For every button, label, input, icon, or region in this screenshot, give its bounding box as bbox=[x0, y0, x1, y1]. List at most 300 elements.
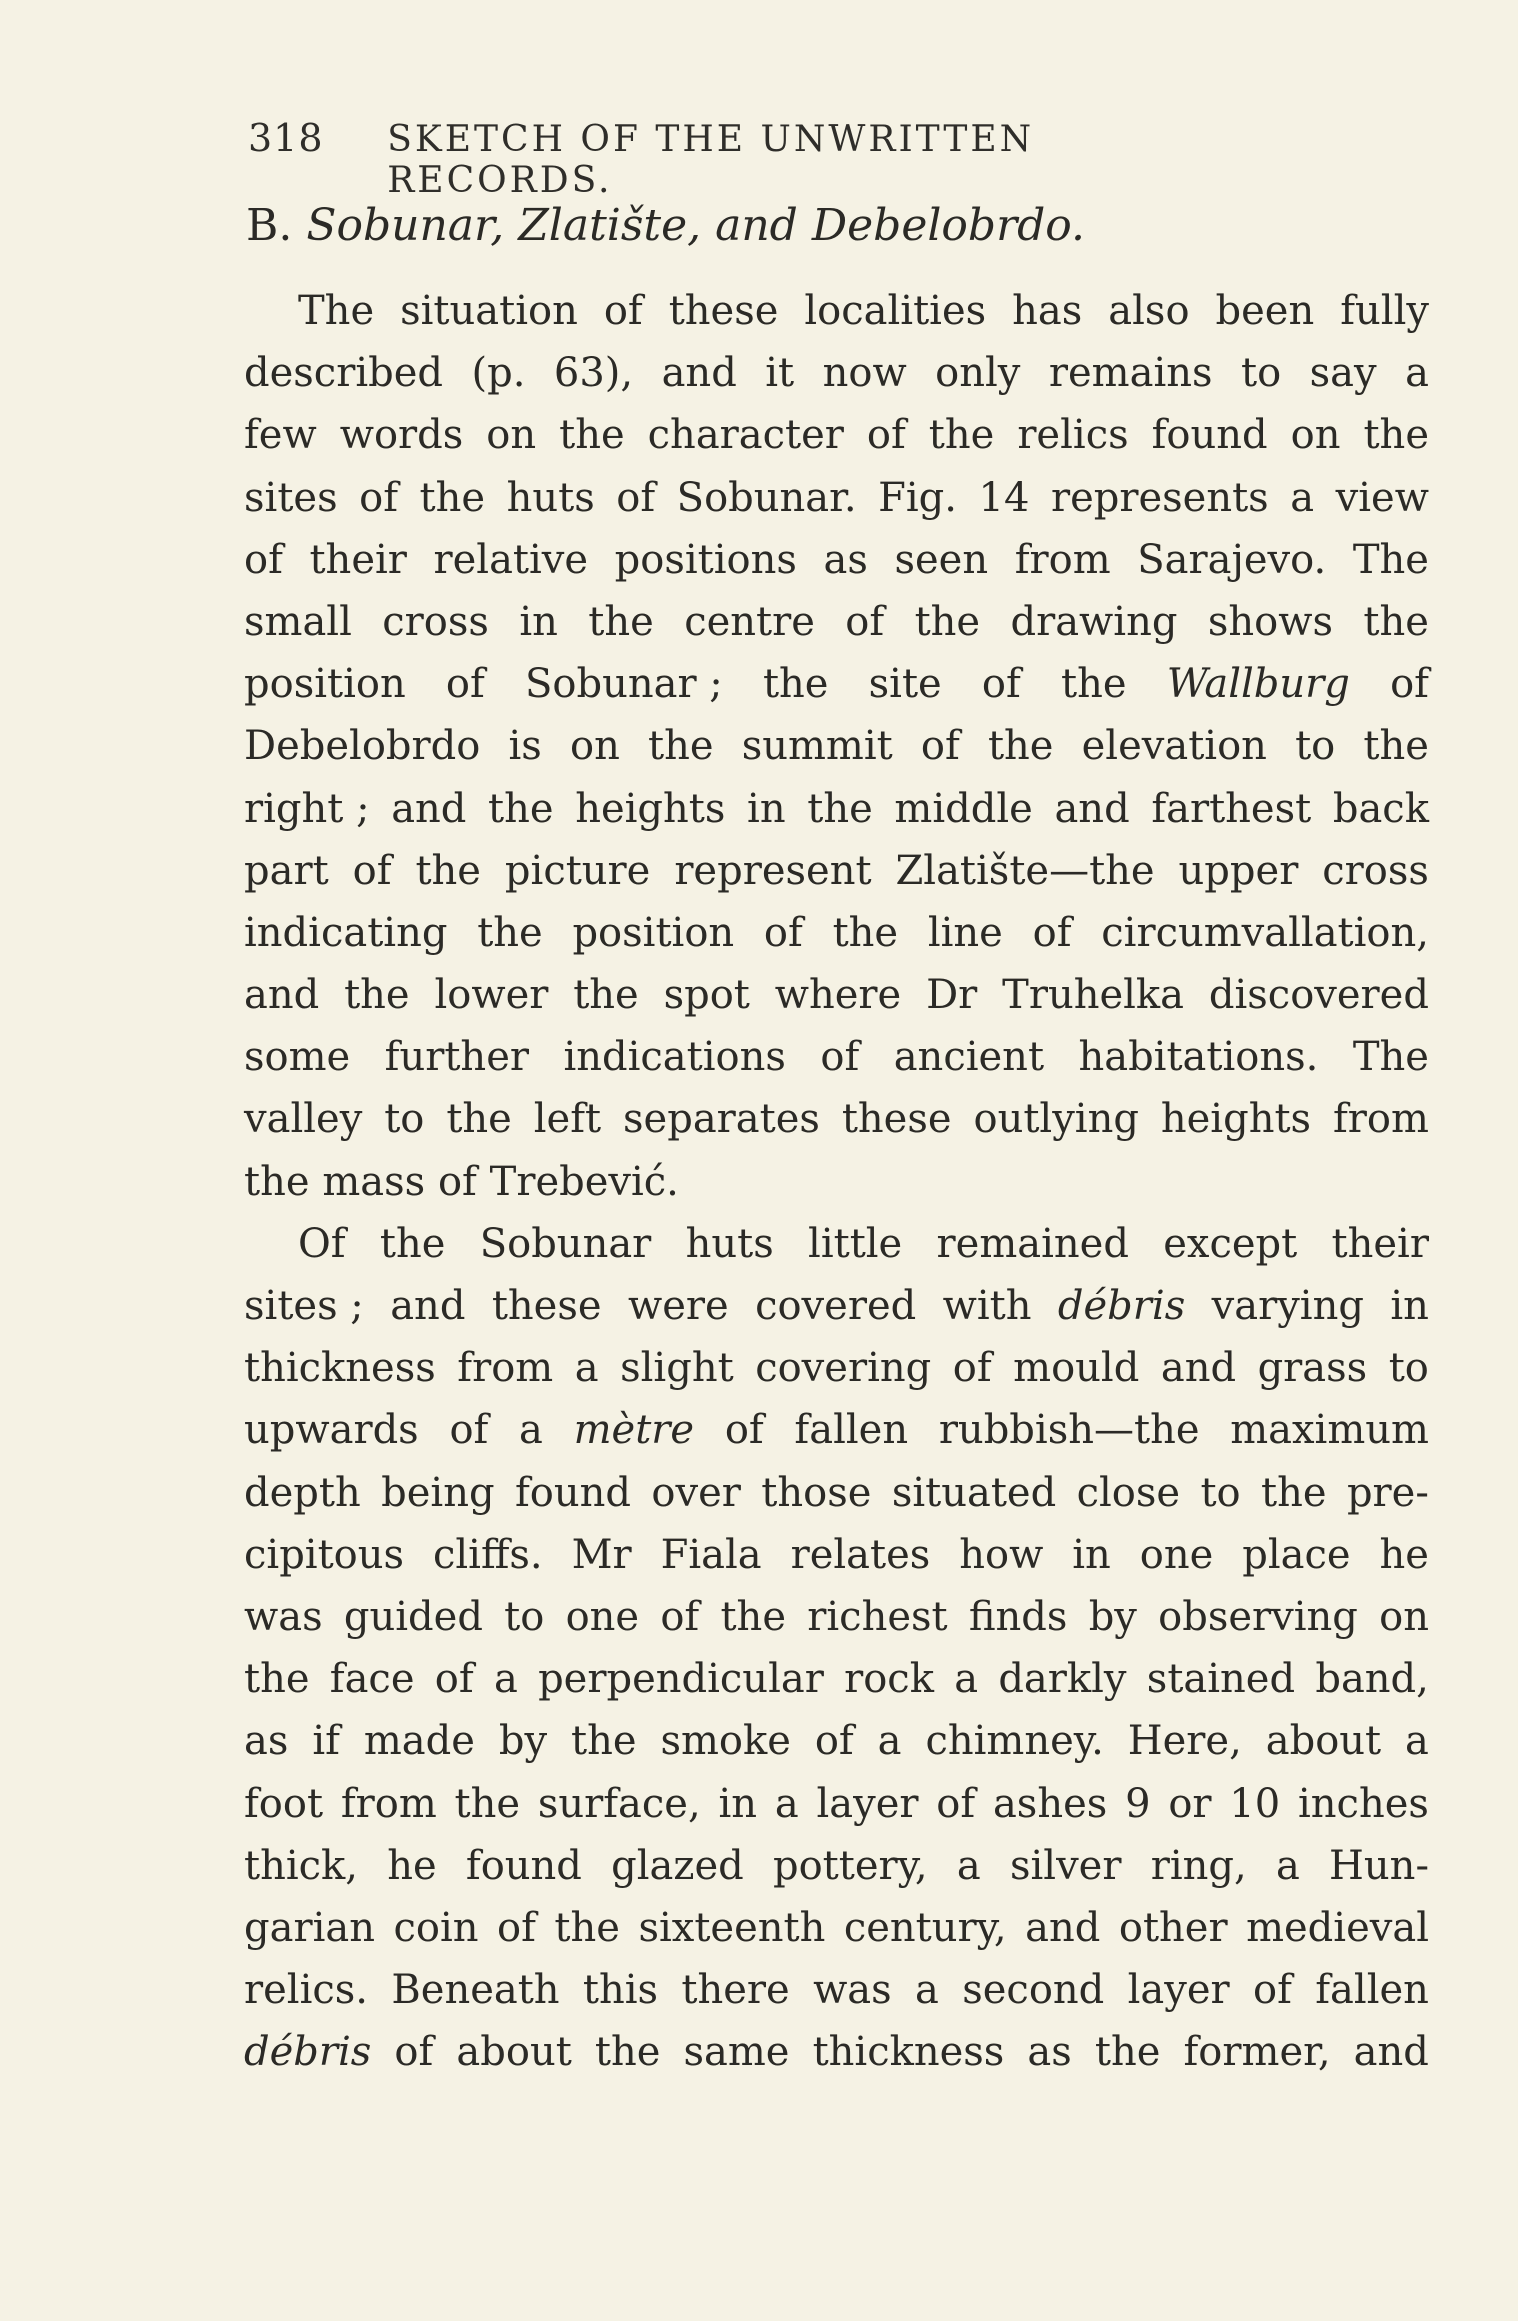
word: the bbox=[554, 1904, 620, 1951]
word: on bbox=[1379, 1593, 1429, 1640]
text-line bbox=[244, 591, 1429, 653]
word: found bbox=[465, 1842, 582, 1889]
word: been bbox=[1215, 288, 1315, 334]
word: of bbox=[981, 661, 1021, 708]
word: the bbox=[648, 723, 714, 770]
word: of bbox=[445, 661, 485, 708]
word: remains bbox=[1048, 350, 1213, 397]
word: to bbox=[1295, 723, 1336, 770]
word: these bbox=[841, 1096, 952, 1143]
word: on bbox=[486, 412, 537, 459]
word: to bbox=[1200, 1469, 1241, 1516]
word: 63), bbox=[553, 350, 634, 397]
word: Fig. bbox=[878, 474, 957, 521]
word: of bbox=[244, 536, 283, 583]
word: words bbox=[339, 412, 464, 459]
word: of bbox=[1032, 909, 1072, 956]
word: other bbox=[1118, 1904, 1228, 1951]
word: sites bbox=[244, 474, 338, 521]
word: or bbox=[1168, 1780, 1212, 1827]
word: except bbox=[1163, 1220, 1298, 1267]
word: middle bbox=[894, 785, 1033, 832]
running-title: SKETCH OF THE UNWRITTEN RECORDS. bbox=[387, 119, 1035, 201]
word: in bbox=[1390, 1283, 1429, 1329]
word: thickness bbox=[812, 2029, 1005, 2076]
section-label: B. bbox=[246, 200, 293, 251]
word: if bbox=[312, 1718, 340, 1765]
word: further bbox=[384, 1034, 529, 1081]
text-line bbox=[244, 1959, 1429, 2021]
word: in bbox=[519, 598, 558, 645]
word: their bbox=[309, 536, 407, 583]
section-title: Sobunar, Zlatište, and Debelobrdo. bbox=[306, 200, 1085, 251]
word: the bbox=[446, 1096, 512, 1143]
word: situation bbox=[400, 288, 578, 334]
text-line bbox=[244, 2021, 1429, 2083]
word: pre- bbox=[1346, 1469, 1429, 1516]
body-text bbox=[244, 280, 1429, 2083]
word: site bbox=[868, 661, 942, 708]
word: Sobunar ; bbox=[524, 661, 723, 708]
word: the bbox=[454, 1780, 521, 1827]
word: cipitous bbox=[244, 1531, 405, 1578]
word: the bbox=[1363, 412, 1429, 459]
word: of bbox=[437, 1158, 477, 1205]
word: position bbox=[244, 661, 406, 708]
word: century, bbox=[843, 1904, 1007, 1951]
word: in bbox=[747, 785, 786, 832]
word: with bbox=[942, 1283, 1032, 1329]
word: it bbox=[765, 350, 795, 397]
word: remained bbox=[936, 1220, 1129, 1267]
word: how bbox=[959, 1531, 1044, 1578]
word: the bbox=[477, 909, 543, 956]
word: is bbox=[508, 723, 542, 770]
word: from bbox=[1014, 536, 1111, 583]
text-line bbox=[244, 529, 1429, 591]
word: and bbox=[1353, 2029, 1429, 2076]
word: farthest bbox=[1151, 785, 1312, 832]
word: a bbox=[1290, 474, 1315, 521]
word: the bbox=[573, 972, 639, 1019]
word: spot bbox=[663, 972, 750, 1019]
word: as bbox=[1027, 2029, 1072, 2076]
word: face bbox=[329, 1656, 415, 1703]
word: from bbox=[457, 1345, 554, 1392]
word: of bbox=[936, 1780, 976, 1827]
word: few bbox=[244, 412, 317, 459]
word: and bbox=[1025, 1904, 1101, 1951]
word: of bbox=[394, 2029, 434, 2076]
word: Fiala bbox=[660, 1531, 762, 1578]
word: of bbox=[920, 723, 960, 770]
word: on bbox=[1290, 412, 1341, 459]
word: huts bbox=[685, 1220, 774, 1267]
text-line bbox=[244, 467, 1429, 529]
word: circumvallation, bbox=[1101, 909, 1429, 956]
word: Beneath bbox=[391, 1967, 560, 2014]
text-line bbox=[244, 1088, 1429, 1150]
word: rubbish—the bbox=[938, 1407, 1200, 1454]
word: to bbox=[1388, 1345, 1429, 1392]
word: was bbox=[813, 1967, 892, 2014]
word: 9 bbox=[1125, 1780, 1151, 1827]
word: on bbox=[569, 723, 620, 770]
word: positions bbox=[614, 536, 797, 583]
word: fallen bbox=[1315, 1967, 1429, 2014]
word: Zlatište—the bbox=[895, 847, 1155, 894]
word: of bbox=[449, 1407, 489, 1454]
word: indications bbox=[563, 1034, 786, 1081]
word: chimney. bbox=[925, 1718, 1104, 1765]
word: a bbox=[915, 1967, 939, 2014]
word: huts bbox=[506, 474, 595, 521]
word: cross bbox=[1322, 847, 1429, 894]
word: was bbox=[244, 1593, 323, 1640]
word: the bbox=[987, 723, 1054, 770]
word: grass bbox=[1257, 1345, 1368, 1392]
word: ancient bbox=[893, 1034, 1045, 1081]
word: centre bbox=[684, 598, 815, 645]
word: débris bbox=[1057, 1283, 1186, 1329]
word: the bbox=[419, 474, 486, 521]
text-line bbox=[244, 653, 1429, 715]
word: picture bbox=[504, 847, 651, 894]
word: surface, bbox=[537, 1780, 701, 1827]
word: band, bbox=[1315, 1656, 1429, 1703]
word: Sobunar. bbox=[676, 474, 857, 521]
text-line bbox=[244, 964, 1429, 1026]
word: relics. bbox=[244, 1967, 369, 2014]
text-line bbox=[244, 715, 1429, 777]
text-line bbox=[244, 1399, 1429, 1461]
word: Sarajevo. bbox=[1137, 536, 1327, 583]
word: fallen bbox=[794, 1407, 909, 1454]
word: the bbox=[571, 1718, 637, 1765]
word: débris bbox=[244, 2029, 372, 2076]
word: situated bbox=[891, 1469, 1057, 1516]
word: The bbox=[1352, 536, 1429, 583]
page-number: 318 bbox=[248, 116, 324, 160]
section-heading bbox=[246, 200, 1085, 251]
word: the bbox=[1094, 2029, 1161, 2076]
word: summit bbox=[741, 723, 893, 770]
word: described bbox=[244, 350, 444, 397]
word: about bbox=[1265, 1718, 1382, 1765]
word: little bbox=[808, 1220, 903, 1267]
word: as bbox=[823, 536, 868, 583]
word: cross bbox=[382, 598, 489, 645]
word: varying bbox=[1211, 1283, 1364, 1329]
word: shows bbox=[1207, 598, 1333, 645]
word: Sobunar bbox=[479, 1220, 652, 1267]
word: from bbox=[1333, 1096, 1429, 1143]
word: now bbox=[822, 350, 907, 397]
word: mould bbox=[1013, 1345, 1140, 1392]
word: the bbox=[807, 785, 873, 832]
word: covering bbox=[755, 1345, 932, 1392]
text-line bbox=[244, 280, 1429, 342]
word: say bbox=[1309, 350, 1377, 397]
word: elevation bbox=[1081, 723, 1267, 770]
word: habitations. bbox=[1078, 1034, 1319, 1081]
word: Mr bbox=[571, 1531, 632, 1578]
word: The bbox=[298, 288, 375, 334]
word: glazed bbox=[611, 1842, 744, 1889]
text-line bbox=[244, 840, 1429, 902]
word: where bbox=[774, 972, 902, 1019]
word: richest bbox=[807, 1593, 948, 1640]
word: he bbox=[387, 1842, 437, 1889]
word: also bbox=[1108, 288, 1190, 334]
text-line bbox=[244, 1337, 1429, 1399]
word: place bbox=[1242, 1531, 1351, 1578]
running-head bbox=[248, 116, 1248, 201]
word: (p. bbox=[471, 350, 526, 397]
word: Hun- bbox=[1329, 1842, 1429, 1889]
word: made bbox=[363, 1718, 475, 1765]
word: heights bbox=[1160, 1096, 1312, 1143]
word: mass bbox=[322, 1158, 426, 1205]
text-line bbox=[244, 1026, 1429, 1088]
word: the bbox=[1261, 1469, 1327, 1516]
word: some bbox=[244, 1034, 351, 1081]
word: the bbox=[244, 1656, 310, 1703]
word: these bbox=[668, 288, 779, 334]
word: close bbox=[1076, 1469, 1181, 1516]
word: and bbox=[244, 972, 320, 1019]
word: the bbox=[244, 1158, 310, 1205]
word: second bbox=[962, 1967, 1105, 2014]
word: by bbox=[1088, 1593, 1137, 1640]
word: the bbox=[415, 847, 481, 894]
word: of bbox=[845, 598, 885, 645]
text-line bbox=[244, 1773, 1429, 1835]
word: a bbox=[956, 1842, 981, 1889]
word: a bbox=[877, 1718, 902, 1765]
word: pottery, bbox=[772, 1842, 928, 1889]
word: of bbox=[724, 1407, 764, 1454]
word: Dr bbox=[926, 972, 978, 1019]
word: darkly bbox=[998, 1656, 1127, 1703]
word: by bbox=[498, 1718, 548, 1765]
word: sixteenth bbox=[638, 1904, 826, 1951]
word: thickness bbox=[244, 1345, 436, 1392]
text-line bbox=[244, 778, 1429, 840]
word: one bbox=[1139, 1531, 1214, 1578]
text-line bbox=[244, 1462, 1429, 1524]
word: of bbox=[359, 474, 399, 521]
word: mètre bbox=[573, 1407, 695, 1454]
word: stained bbox=[1146, 1656, 1296, 1703]
word: part bbox=[244, 847, 329, 894]
text-line bbox=[244, 404, 1429, 466]
word: as bbox=[244, 1718, 289, 1765]
word: found bbox=[1151, 412, 1268, 459]
word: to bbox=[384, 1096, 425, 1143]
word: layer bbox=[1127, 1967, 1230, 2014]
word: those bbox=[761, 1469, 872, 1516]
word: left bbox=[533, 1096, 602, 1143]
word: and bbox=[1160, 1345, 1237, 1392]
word: in bbox=[1072, 1531, 1111, 1578]
word: and bbox=[1054, 785, 1130, 832]
text-line bbox=[244, 1648, 1429, 1710]
text-line bbox=[244, 1151, 1429, 1213]
word: of bbox=[1390, 661, 1429, 708]
word: slight bbox=[620, 1345, 734, 1392]
word: character bbox=[647, 412, 844, 459]
word: coin bbox=[393, 1904, 479, 1951]
word: has bbox=[1012, 288, 1083, 334]
word: sites ; bbox=[244, 1283, 364, 1329]
word: of bbox=[763, 909, 803, 956]
word: this bbox=[582, 1967, 659, 2014]
word: Of bbox=[298, 1220, 346, 1267]
word: fully bbox=[1340, 288, 1429, 334]
word: a bbox=[774, 1780, 799, 1827]
word: perpendicular bbox=[538, 1656, 824, 1703]
word: the bbox=[1363, 598, 1429, 645]
text-line bbox=[244, 342, 1429, 404]
word: indicating bbox=[244, 909, 448, 956]
word: being bbox=[381, 1469, 495, 1516]
text-line bbox=[244, 1213, 1429, 1275]
word: heights bbox=[575, 785, 726, 832]
word: the bbox=[559, 412, 625, 459]
word: one bbox=[565, 1593, 640, 1640]
word: depth bbox=[244, 1469, 361, 1516]
word: found bbox=[514, 1469, 631, 1516]
word: the bbox=[379, 1220, 446, 1267]
word: back bbox=[1332, 785, 1429, 832]
word: relates bbox=[790, 1531, 931, 1578]
word: to bbox=[1241, 350, 1282, 397]
word: were bbox=[627, 1283, 729, 1329]
word: he bbox=[1379, 1531, 1429, 1578]
word: observing bbox=[1158, 1593, 1358, 1640]
word: seen bbox=[894, 536, 989, 583]
word: of bbox=[952, 1345, 992, 1392]
word: a bbox=[1405, 1718, 1429, 1765]
word: the bbox=[928, 412, 995, 459]
word: foot bbox=[244, 1780, 324, 1827]
word: a bbox=[519, 1407, 543, 1454]
word: position bbox=[572, 909, 735, 956]
word: the bbox=[914, 598, 981, 645]
word: smoke bbox=[660, 1718, 791, 1765]
word: relics bbox=[1017, 412, 1129, 459]
word: relative bbox=[433, 536, 589, 583]
word: outlying bbox=[973, 1096, 1139, 1143]
word: localities bbox=[804, 288, 987, 334]
word: of bbox=[1253, 1967, 1292, 2014]
text-line bbox=[244, 1897, 1429, 1959]
word: of bbox=[866, 412, 906, 459]
word: of bbox=[820, 1034, 860, 1081]
word: of bbox=[497, 1904, 536, 1951]
word: the bbox=[488, 785, 554, 832]
word: and bbox=[661, 350, 737, 397]
word: a bbox=[954, 1656, 979, 1703]
word: former, bbox=[1183, 2029, 1331, 2076]
word: valley bbox=[244, 1096, 363, 1143]
word: over bbox=[651, 1469, 741, 1516]
word: the bbox=[762, 661, 829, 708]
word: same bbox=[683, 2029, 790, 2076]
word: 14 bbox=[978, 474, 1030, 521]
word: finds bbox=[968, 1593, 1068, 1640]
word: their bbox=[1331, 1220, 1429, 1267]
word: and bbox=[391, 785, 467, 832]
text-line bbox=[244, 1586, 1429, 1648]
word: of bbox=[660, 1593, 700, 1640]
word: guided bbox=[343, 1593, 483, 1640]
word: and bbox=[390, 1283, 466, 1329]
word: Trebević. bbox=[489, 1158, 679, 1205]
word: right ; bbox=[244, 785, 370, 832]
word: garian bbox=[244, 1904, 375, 1951]
word: discovered bbox=[1208, 972, 1429, 1019]
word: silver bbox=[1009, 1842, 1122, 1889]
text-line bbox=[244, 1710, 1429, 1772]
word: represents bbox=[1050, 474, 1269, 521]
word: there bbox=[681, 1967, 790, 2014]
word: line bbox=[927, 909, 1003, 956]
word: the bbox=[1061, 661, 1127, 708]
word: Truhelka bbox=[1002, 972, 1185, 1019]
text-line bbox=[244, 1524, 1429, 1586]
word: The bbox=[1352, 1034, 1429, 1081]
word: upwards bbox=[244, 1407, 419, 1454]
word: upper bbox=[1178, 847, 1299, 894]
word: about bbox=[456, 2029, 572, 2076]
word: ring, bbox=[1150, 1842, 1247, 1889]
word: the bbox=[1363, 723, 1429, 770]
word: rock bbox=[844, 1656, 934, 1703]
word: Debelobrdo bbox=[244, 723, 481, 770]
word: from bbox=[340, 1780, 437, 1827]
word: drawing bbox=[1010, 598, 1178, 645]
text-line bbox=[244, 1275, 1429, 1337]
word: covered bbox=[755, 1283, 917, 1329]
word: lower bbox=[434, 972, 549, 1019]
word: maximum bbox=[1230, 1407, 1429, 1454]
word: small bbox=[244, 598, 352, 645]
word: Wallburg bbox=[1166, 661, 1350, 708]
word: of bbox=[434, 1656, 474, 1703]
word: thick, bbox=[244, 1842, 358, 1889]
word: Here, bbox=[1127, 1718, 1242, 1765]
word: 10 bbox=[1229, 1780, 1281, 1827]
text-line bbox=[244, 1835, 1429, 1897]
word: a bbox=[1275, 1842, 1300, 1889]
word: layer bbox=[816, 1780, 919, 1827]
word: the bbox=[594, 2029, 661, 2076]
word: only bbox=[935, 350, 1021, 397]
text-line bbox=[244, 902, 1429, 964]
word: separates bbox=[623, 1096, 820, 1143]
word: a bbox=[1405, 350, 1429, 397]
word: medieval bbox=[1246, 1904, 1429, 1951]
word: view bbox=[1335, 474, 1429, 521]
word: of bbox=[814, 1718, 854, 1765]
word: the bbox=[588, 598, 654, 645]
word: the bbox=[720, 1593, 786, 1640]
word: cliffs. bbox=[432, 1531, 543, 1578]
word: in bbox=[718, 1780, 758, 1827]
word: the bbox=[832, 909, 899, 956]
